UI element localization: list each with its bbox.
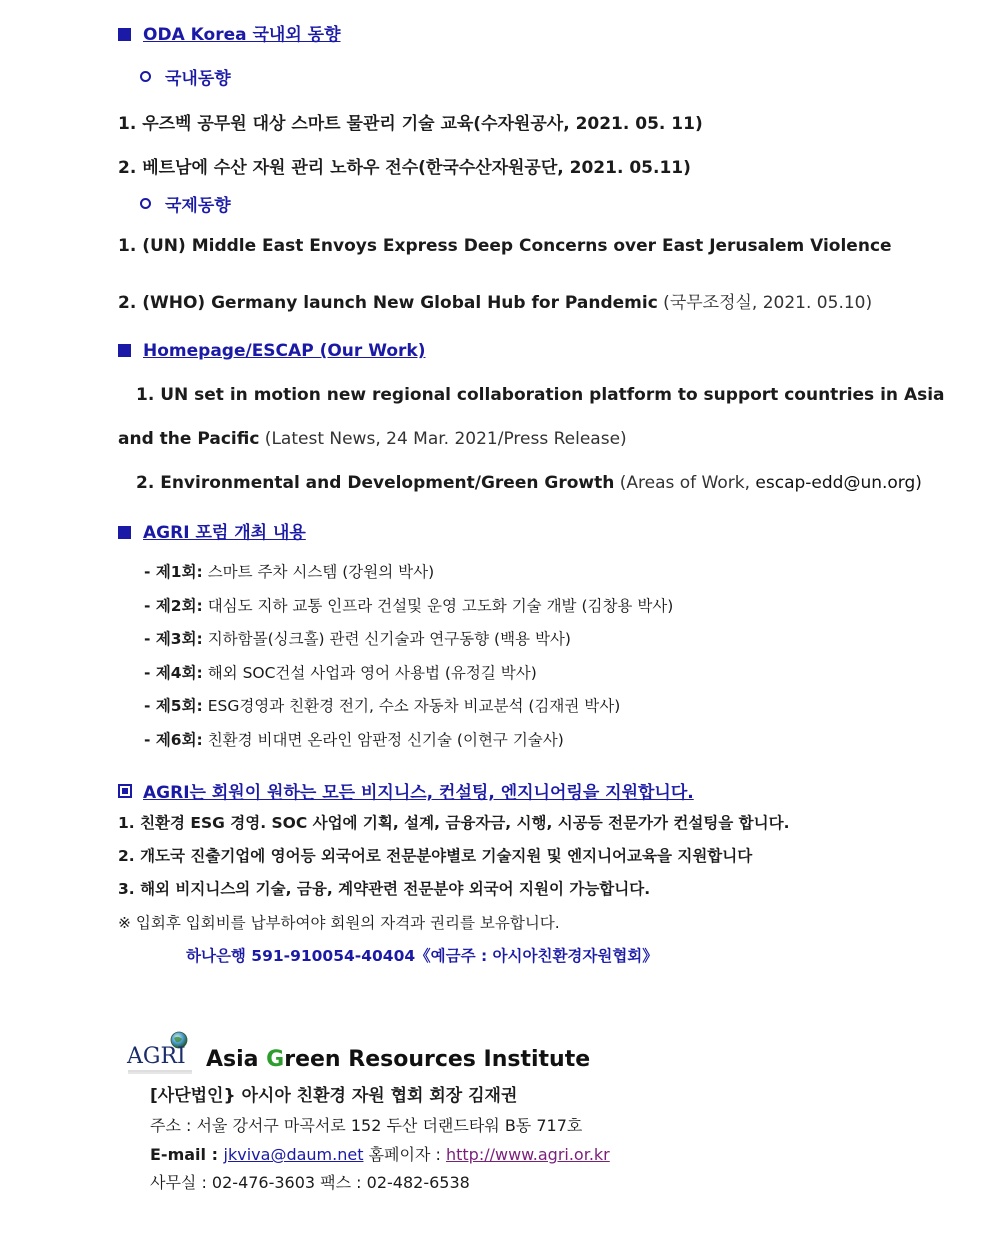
international-item-2: 2. (WHO) Germany launch New Global Hub for Pandemic (국무조정실, 2021. 05.10) — [118, 293, 873, 313]
homepage-link[interactable]: http://www.agri.or.kr — [445, 1145, 610, 1164]
forum-item: - 제6회: 친환경 비대면 온라인 암판정 신기술 (이현구 기술사) — [144, 731, 564, 749]
international-heading: 국제동향 — [140, 191, 231, 216]
service-item-3: 3. 해외 비지니스의 기술, 금융, 계약관련 전문분야 외국어 지원이 가능합니다. — [118, 880, 651, 898]
circle-bullet-icon — [140, 198, 151, 209]
domestic-item-1: 1. 우즈벡 공무원 대상 스마트 물관리 기술 교육(수자원공사, 2021. 05. 11) — [118, 114, 703, 134]
section-oda-title: ODA Korea 국내외 동향 — [118, 20, 341, 45]
square-bullet-icon — [118, 344, 131, 357]
service-item-1: 1. 친환경 ESG 경영. SOC 사업에 기획, 설계, 금융자금, 시행, 시공등 전문가가 컨설팅을 합니다. — [118, 814, 790, 832]
square-bullet-icon — [118, 28, 131, 41]
escap-item-1-line-2: and the Pacific (Latest News, 24 Mar. 2021/Press Release) — [118, 429, 627, 449]
square-bullet-icon — [118, 526, 131, 539]
forum-item: - 제1회: 스마트 주차 시스템 (강원의 박사) — [144, 563, 435, 581]
circle-bullet-icon — [140, 71, 151, 82]
domestic-heading: 국내동향 — [140, 64, 231, 89]
contact-line: E-mail : jkviva@daum.net 홈페이자 : http://www.agri.or.kr — [150, 1145, 610, 1164]
address: 주소 : 서울 강서구 마곡서로 152 두산 더랜드타워 B동 717호 — [150, 1116, 583, 1135]
bank-account: 하나은행 591-910054-40404《예금주 : 아시아친환경자원협회》 — [186, 947, 658, 965]
domestic-item-2: 2. 베트남에 수산 자원 관리 노하우 전수(한국수산자원공단, 2021. 05.11) — [118, 158, 691, 178]
boxed-square-bullet-icon — [118, 784, 132, 798]
forum-item: - 제4회: 해외 SOC건설 사업과 영어 사용법 (유정길 박사) — [144, 664, 537, 682]
escap-email: escap-edd@un.org) — [755, 473, 922, 493]
section-services-title: AGRI는 회원이 원하는 모든 비지니스, 컨설팅, 엔지니어링을 지원합니다. — [118, 778, 694, 803]
agri-logo — [124, 1030, 196, 1076]
service-item-2: 2. 개도국 진출기업에 영어등 외국어로 전문분야별로 기술지원 및 엔지니어교육을 지원합니다 — [118, 847, 753, 865]
email-link[interactable]: jkviva@daum.net — [223, 1145, 364, 1164]
escap-item-1-line-1: 1. UN set in motion new regional collaboration platform to support countries in Asia — [136, 385, 945, 405]
membership-note: ※ 입회후 입회비를 납부하여야 회원의 자격과 권리를 보유합니다. — [118, 914, 560, 932]
forum-item: - 제5회: ESG경영과 친환경 전기, 수소 자동차 비교분석 (김재권 박사) — [144, 697, 621, 715]
forum-item: - 제2회: 대심도 지하 교통 인프라 건설및 운영 고도화 기술 개발 (김창용 박사) — [144, 597, 674, 615]
logo-text: AGRI — [127, 1044, 186, 1069]
org-name-en: Asia Green Resources Institute — [206, 1047, 591, 1072]
section-forum-title: AGRI 포럼 개최 내용 — [118, 518, 306, 543]
org-name-kr: [사단법인} 아시아 친환경 자원 협회 회장 김재권 — [150, 1086, 518, 1106]
section-escap-title: Homepage/ESCAP (Our Work) — [118, 341, 425, 361]
international-item-1: 1. (UN) Middle East Envoys Express Deep Concerns over East Jerusalem Violence — [118, 236, 892, 256]
phone-fax: 사무실 : 02-476-3603 팩스 : 02-482-6538 — [150, 1173, 470, 1192]
escap-item-2: 2. Environmental and Development/Green Growth (Areas of Work, escap-edd@un.org) — [136, 473, 922, 493]
forum-item: - 제3회: 지하함몰(싱크홀) 관련 신기술과 연구동향 (백용 박사) — [144, 630, 571, 648]
